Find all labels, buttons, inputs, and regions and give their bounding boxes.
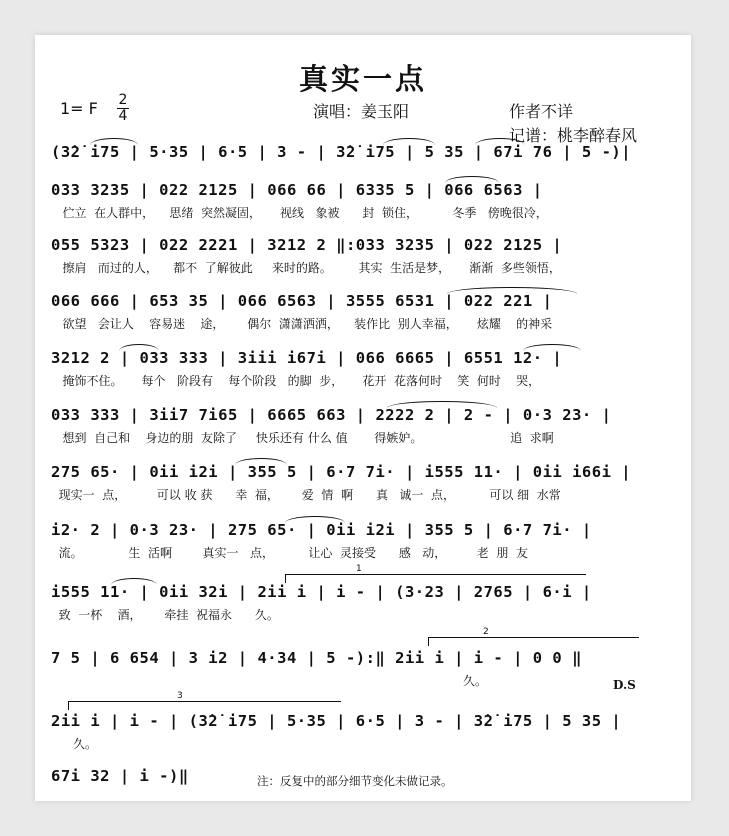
notation-line: 055 5323 | 022 2221 | 3212 2 ‖:033 3235 | 022 2125 | <box>51 236 563 254</box>
meter-top: 2 <box>118 92 128 108</box>
lyric-line: 掩饰不住。 每个 阶段有 每个阶段 的脚 步， 花开 花落何时 笑 何时 哭， <box>51 374 541 388</box>
transcriber-credit: 记谱：桃李醉春风 <box>509 126 638 145</box>
dal-segno-marking: D.S <box>613 678 636 692</box>
meter-bottom: 4 <box>118 108 128 124</box>
slur-mark <box>111 578 157 585</box>
slur-mark <box>447 287 577 294</box>
staff-row <box>51 236 681 276</box>
volta-number: 2 <box>483 627 489 637</box>
volta-bracket-1 <box>285 564 586 583</box>
volta-bracket-3 <box>68 691 341 710</box>
staff-row <box>51 463 681 503</box>
slur-mark <box>90 138 138 145</box>
lyric-line: 久。 <box>73 737 98 751</box>
song-title: 真实一点 <box>298 62 427 96</box>
footnote: 注：反复中的部分细节变化未做记录。 <box>257 774 453 788</box>
staff-row <box>51 712 681 752</box>
staff-row <box>51 406 681 446</box>
lyric-line: 伫立 在人群中， 思绪 突然凝固， 视线 象被 封 锁住， 冬季 傍晚很冷， <box>51 206 548 220</box>
notation-line: 033 333 | 3ii7 7i65 | 6665 663 | 2222 2 | 2 - | 0·3 23· | <box>51 406 612 424</box>
notation-line: 3212 2 | 033 333 | 3iii i67i | 066 6665 | 6551 12· | <box>51 349 563 367</box>
slur-mark <box>383 138 435 145</box>
staff-row <box>51 143 681 161</box>
lyric-line: 想到 自己和 身边的朋 友除了 快乐还有 什么 值 得嫉妒。 追 求啊 <box>51 431 554 445</box>
score-sheet <box>35 35 691 801</box>
notation-line: 275 65· | 0ii i2i | 355 5 | 6·7 7i· | i555 11· | 0ii i66i | <box>51 463 632 481</box>
volta-number: 3 <box>177 691 183 701</box>
slur-mark <box>387 401 497 408</box>
volta-number: 1 <box>356 564 362 574</box>
notation-line: 7 5 | 6 654 | 3 i2 | 4·34 | 5 -):‖ 2ii i | i - | 0 0 ‖ <box>51 649 582 667</box>
notation-line: 066 666 | 653 35 | 066 6563 | 3555 6531 | 022 221 | <box>51 292 553 310</box>
slur-mark <box>475 138 525 145</box>
slur-mark <box>285 516 345 523</box>
slur-mark <box>445 176 499 183</box>
staff-row <box>51 292 681 332</box>
staff-row <box>51 521 681 561</box>
staff-row <box>51 583 681 623</box>
slur-mark <box>235 458 287 465</box>
notation-line: 033 3235 | 022 2125 | 066 66 | 6335 5 | 066 6563 | <box>51 181 543 199</box>
lyric-line: 擦肩 而过的人， 都不 了解彼此 来时的路。 其实 生活是梦， 渐渐 多些领悟， <box>51 261 561 275</box>
lyric-line: 流。 生 活啊 真实一 点， 让心 灵接受 感 动， 老 朋 友 <box>51 546 529 560</box>
notation-line: 67i 32 | i -)‖ <box>51 767 189 785</box>
slur-mark <box>119 344 159 351</box>
lyric-line: 欲望 会让人 容易迷 途， 偶尔 潇潇洒洒， 装作比 别人幸福， 炫耀 的神采 <box>51 317 553 331</box>
singer-credit: 演唱：姜玉阳 <box>313 102 410 121</box>
lyric-line: 久。 <box>463 674 488 688</box>
notation-line: i555 11· | 0ii 32i | 2ii i | i - | (3·23 | 2765 | 6·i | <box>51 583 592 601</box>
staff-row <box>51 181 681 221</box>
notation-line: i2· 2 | 0·3 23· | 275 65· | 0ii i2i | 355 5 | 6·7 7i· | <box>51 521 592 539</box>
staff-row <box>51 349 681 389</box>
time-signature <box>116 93 130 124</box>
lyric-line: 现实一 点， 可以 收 获 幸 福， 爱 情 啊 真 诚一 点， 可以 细 水常 <box>51 488 561 502</box>
notation-line: (3̇2̇ i75 | 5·35 | 6·5 | 3 - | 3̇2̇ i75 | 5 35 | 67i 76 | 5 -)| <box>51 143 632 161</box>
volta-bracket-2 <box>428 627 639 646</box>
key-signature: 1= F <box>60 99 98 118</box>
staff-row <box>51 649 681 689</box>
notation-line: 2ii i | i - | (3̇2̇ i75 | 5·35 | 6·5 | 3 - | 3̇2̇ i75 | 5 35 | <box>51 712 622 730</box>
lyric-line: 致 一杯 酒， 牵挂 祝福永 久。 <box>51 608 279 622</box>
slur-mark <box>523 344 581 351</box>
composer-credit: 作者不详 <box>509 102 574 121</box>
